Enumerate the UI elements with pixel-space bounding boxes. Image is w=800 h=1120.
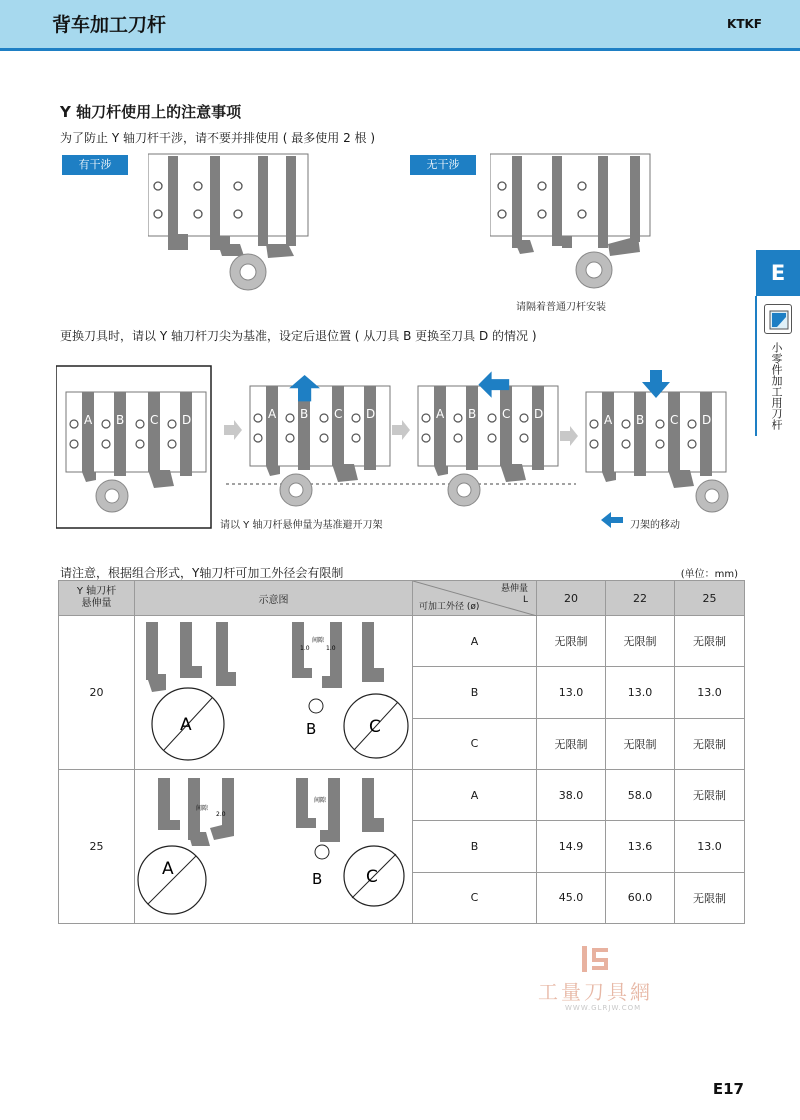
insert-tip: [82, 472, 96, 482]
tool-letter: C: [334, 407, 343, 421]
diagram-cell-20: [135, 616, 413, 770]
workpiece-bore: [457, 483, 471, 497]
side-divider: [755, 296, 757, 436]
value-cell: 无限制: [675, 770, 745, 821]
tool-letter: D: [366, 407, 376, 421]
row-label: B: [413, 667, 537, 718]
machinable-diameter-table: [58, 580, 745, 924]
tool-holder: [634, 392, 646, 476]
value-cell: 38.0: [537, 770, 606, 821]
combination-diagram-25: [136, 770, 412, 920]
value-cell: 58.0: [606, 770, 675, 821]
svg-text:2.0: 2.0: [215, 811, 226, 818]
page-number: E17: [712, 1080, 744, 1098]
section-tab-e[interactable]: E: [756, 250, 800, 296]
value-cell: 13.0: [537, 667, 606, 718]
insert-tip: [500, 464, 526, 482]
overhang-cell: 20: [59, 616, 135, 770]
tool-letter: A: [604, 413, 613, 427]
tool-holder: [500, 386, 512, 466]
tool-letter: A: [436, 407, 445, 421]
caption-install-between: 请隔着普通刀杆安装: [516, 302, 606, 313]
section-description: 为了防止 Y 轴刀杆干涉，请不要并排使用 ( 最多使用 2 根 ): [60, 131, 376, 145]
value-cell: 无限制: [537, 718, 606, 769]
header-value: 22: [606, 581, 675, 616]
svg-text:C: C: [365, 867, 378, 887]
tool-letter: D: [182, 413, 192, 427]
svg-text:1.0: 1.0: [299, 645, 310, 652]
svg-text:A: A: [179, 715, 192, 735]
row-label: C: [413, 872, 537, 923]
header-diag-bottom: 可加工外径 (ø): [419, 602, 480, 612]
section-title-cautions: Y 轴刀杆使用上的注意事项: [60, 103, 242, 121]
header-value: 25: [675, 581, 745, 616]
tool-holder: [602, 392, 614, 472]
tool-holder: [466, 386, 478, 470]
side-tab-label: 小零件加工用刀杆: [770, 342, 783, 430]
value-cell: 无限制: [675, 616, 745, 667]
header-diagonal: [413, 581, 537, 616]
value-cell: 无限制: [537, 616, 606, 667]
page-title: 背车加工刀杆: [52, 14, 167, 36]
table-header-row: [59, 581, 745, 616]
small-parts-tool-icon: [764, 304, 792, 334]
watermark-text: 工量刀具網: [538, 980, 653, 1004]
row-label: C: [413, 718, 537, 769]
value-cell: 13.6: [606, 821, 675, 872]
svg-text:间隙: 间隙: [311, 637, 324, 644]
value-cell: 13.0: [675, 667, 745, 718]
insert-tip: [148, 470, 174, 488]
tool-letter: D: [534, 407, 544, 421]
header-overhang: Y 轴刀杆 悬伸量: [59, 581, 135, 616]
next-step-arrow-icon: [224, 420, 242, 440]
svg-text:间隙: 间隙: [313, 797, 326, 804]
value-cell: 13.0: [606, 667, 675, 718]
svg-text:1.0: 1.0: [325, 645, 336, 652]
watermark-logo-icon: [580, 944, 622, 974]
svg-text:间隙: 间隙: [195, 805, 208, 812]
tool-letter: B: [300, 407, 309, 421]
move-arrow-icon: [601, 512, 623, 528]
svg-text:B: B: [305, 720, 316, 738]
diagram-cell-25: [135, 770, 413, 924]
tool-letter: C: [150, 413, 159, 427]
insert-tip: [266, 466, 280, 476]
tool-letter: B: [468, 407, 477, 421]
next-step-arrow-icon: [560, 426, 578, 446]
section2-description: 更换刀具时，请以 Y 轴刀杆刀尖为基准，设定后退位置 ( 从刀具 B 更换至刀具 D 的情况 ): [60, 329, 537, 343]
no-interference-diagram: [490, 152, 658, 292]
insert-tip: [434, 466, 448, 476]
tool-holder: [180, 392, 192, 476]
tag-no-interference: 无干涉: [410, 155, 476, 175]
table-row: [59, 770, 745, 821]
product-code: KTKF: [727, 17, 762, 31]
tool-letter: B: [636, 413, 645, 427]
tag-interference: 有干涉: [62, 155, 128, 175]
tool-letter: C: [502, 407, 511, 421]
value-cell: 无限制: [675, 718, 745, 769]
tool-letter: A: [84, 413, 93, 427]
tool-letter: C: [670, 413, 679, 427]
insert-tip: [332, 464, 358, 482]
value-cell: 无限制: [606, 616, 675, 667]
caption-retract: 请以 Y 轴刀杆悬伸量为基准避开刀架: [220, 520, 383, 531]
value-cell: 无限制: [606, 718, 675, 769]
value-cell: 60.0: [606, 872, 675, 923]
tool-holder: [82, 392, 94, 472]
table-title: 请注意，根据组合形式，Y轴刀杆可加工外径会有限制: [60, 566, 344, 580]
tool-holder: [434, 386, 446, 466]
tool-holder: [668, 392, 680, 472]
tool-holder: [364, 386, 376, 470]
value-cell: 13.0: [675, 821, 745, 872]
combination-diagram-20: [136, 616, 412, 766]
insert-tip: [602, 472, 616, 482]
table-unit: (单位：mm): [680, 569, 738, 580]
tool-letter: A: [268, 407, 277, 421]
row-label: A: [413, 616, 537, 667]
value-cell: 14.9: [537, 821, 606, 872]
tool-holder: [114, 392, 126, 476]
tool-holder: [700, 392, 712, 476]
row-label: A: [413, 770, 537, 821]
header-value: 20: [537, 581, 606, 616]
row-label: B: [413, 821, 537, 872]
tool-change-sequence-diagram: [56, 364, 746, 534]
insert-tip: [668, 470, 694, 488]
workpiece-bore: [705, 489, 719, 503]
header-diagram: 示意图: [135, 581, 413, 616]
next-step-arrow-icon: [392, 420, 410, 440]
svg-text:B: B: [311, 870, 322, 888]
caption-turret-move: 刀架的移动: [630, 520, 680, 531]
table-row: [59, 616, 745, 667]
watermark-url: WWW.GLRJW.COM: [565, 1004, 642, 1012]
tool-letter: D: [702, 413, 712, 427]
header-rule: [0, 48, 800, 51]
header-diag-top: 悬伸量 L: [500, 584, 528, 605]
tool-holder: [266, 386, 278, 466]
tool-holder: [532, 386, 544, 470]
tool-holder: [148, 392, 160, 472]
value-cell: 无限制: [675, 872, 745, 923]
interference-diagram: [148, 152, 316, 292]
workpiece-bore: [289, 483, 303, 497]
tool-holder: [332, 386, 344, 466]
value-cell: 45.0: [537, 872, 606, 923]
tool-letter: B: [116, 413, 125, 427]
workpiece-bore: [105, 489, 119, 503]
overhang-cell: 25: [59, 770, 135, 924]
svg-text:C: C: [368, 717, 381, 737]
svg-text:A: A: [161, 859, 174, 879]
